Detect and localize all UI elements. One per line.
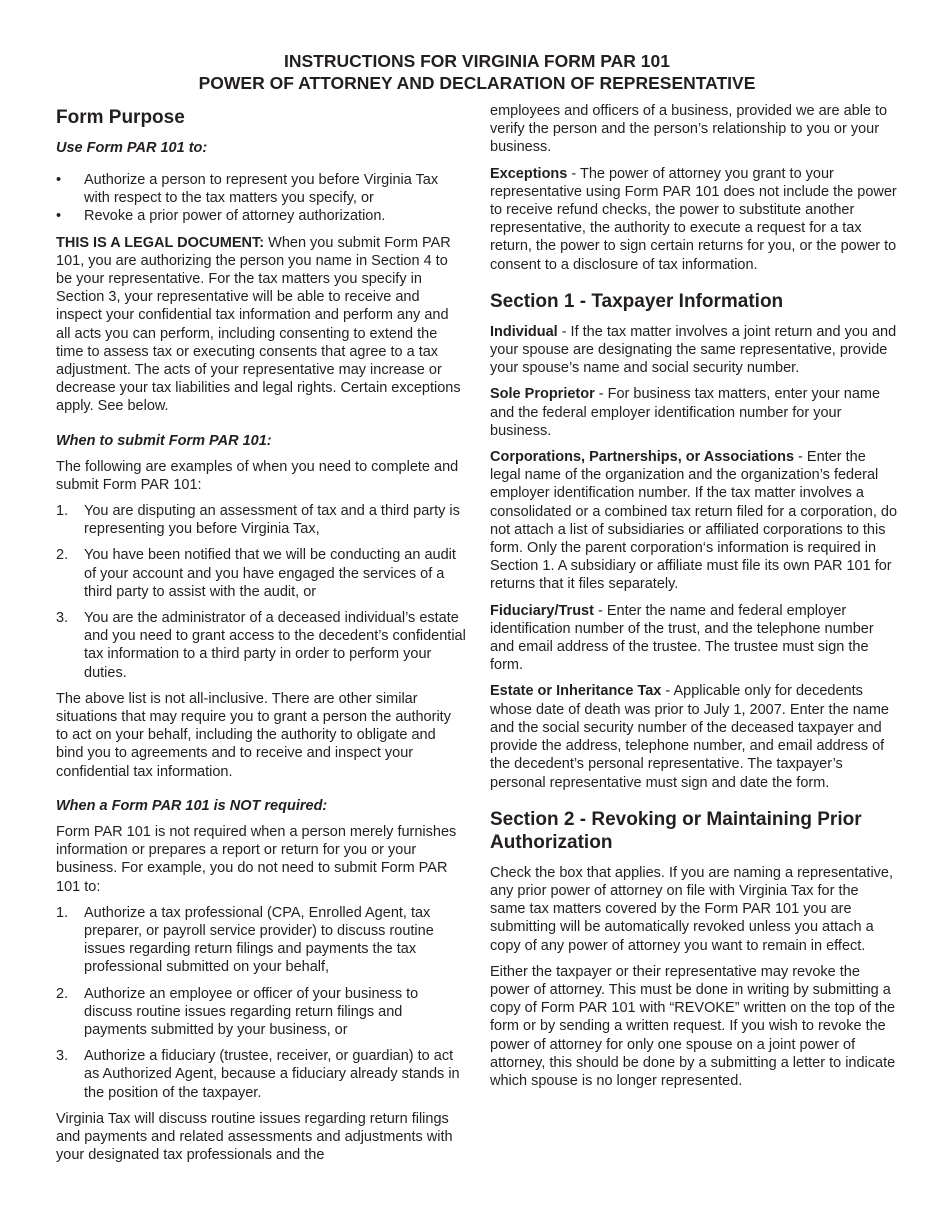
legal-document-lead: THIS IS A LEGAL DOCUMENT:	[56, 234, 265, 251]
when-to-submit-list	[56, 502, 466, 682]
paragraph-lead: Estate or Inheritance Tax	[490, 683, 662, 700]
closing-paragraph: Virginia Tax will discuss routine issues regarding return filings and payments and related assessments and adjustments with your designated tax professionals and the	[56, 1110, 453, 1164]
list-item	[56, 502, 466, 538]
sole-proprietor-paragraph	[490, 385, 898, 440]
left-column	[56, 106, 466, 1172]
bullet-marker: •	[56, 208, 62, 225]
title-line-1: INSTRUCTIONS FOR VIRGINIA FORM PAR 101	[284, 51, 670, 71]
purpose-bullet-list	[56, 171, 466, 226]
document-title	[56, 50, 898, 94]
list-item	[56, 546, 466, 601]
list-item	[56, 171, 466, 207]
item-number: 2.	[56, 985, 69, 1002]
item-number: 1.	[56, 503, 69, 520]
list-item	[56, 609, 466, 682]
estate-tax-paragraph	[490, 682, 898, 791]
fiduciary-trust-paragraph	[490, 602, 898, 675]
exceptions-lead: Exceptions	[490, 165, 568, 182]
item-text: You have been notified that we will be conducting an audit of your account and you have engaged the services of a third party to assist with the audit, or	[84, 547, 456, 600]
item-number: 1.	[56, 904, 69, 921]
bullet-text: Revoke a prior power of attorney authorization.	[84, 208, 386, 225]
paragraph-text: - If the tax matter involves a joint return and you and your spouse are designating the same representative, provide your spouse’s name and social security number.	[490, 323, 897, 377]
list-item	[56, 985, 466, 1040]
list-item	[56, 904, 466, 977]
section-2-paragraph: Either the taxpayer or their representative may revoke the power of attorney. This must be done in writing by submitting a copy of Form PAR 101 with “REVOKE” written on the top of the form or by sending a written request. If you wish to revoke the power of attorney for only one spouse on a joint power of attorney, this should be done by a submitting a letter to indicate which spouse is no longer represented.	[490, 963, 896, 1089]
section-2-paragraph: Check the box that applies. If you are naming a representative, any prior power of attorney on file with Virginia Tax for the same tax matters covered by the Form PAR 101 you are submitting will be automatically revoked unless you attach a copy of any power of attorney you want to remain in effect.	[490, 864, 894, 954]
corporations-paragraph	[490, 448, 898, 594]
paragraph-text: - Applicable only for decedents whose date of death was prior to July 1, 2007. Enter the name and the social security number of the deceased taxpayer and provide the address, telephone number, and email address of the decedent’s personal representative. The taxpayer’s personal representative must sign and date the form.	[490, 683, 889, 791]
item-number: 2.	[56, 547, 69, 564]
paragraph-text: - Enter the legal name of the organization and the organization’s federal employer identification number. If the tax matter involves a consolidated or a combined tax return filed for a corporation, do not attach a list of subsidiaries or affiliated corporations to this form. Only the parent corporation‘s information is required in Section 1. A subsidiary or affiliate must file its own PAR 101 for returns that it files separately.	[490, 449, 898, 593]
when-outro: The above list is not all-inclusive. There are other similar situations that may require you to grant a person the authority to act on your behalf, including the authority to obligate and bind you to agreements and to receive and inspect your confidential tax information.	[56, 690, 451, 780]
not-required-heading: When a Form PAR 101 is NOT required:	[56, 797, 328, 814]
paragraph-text: - For business tax matters, enter your name and the federal employer identification number for your business.	[490, 386, 881, 439]
item-text: Authorize an employee or officer of your business to discuss routine issues regarding return filings and payments submitted by your business, or	[84, 985, 419, 1038]
use-form-heading: Use Form PAR 101 to:	[56, 140, 208, 156]
paragraph-lead: Sole Proprietor	[490, 386, 595, 403]
list-item	[56, 207, 466, 225]
when-intro: The following are examples of when you need to complete and submit Form PAR 101:	[56, 458, 459, 493]
section-1-heading: Section 1 - Taxpayer Information	[490, 290, 784, 312]
item-text: Authorize a tax professional (CPA, Enrolled Agent, tax preparer, or payroll service provider) to discuss routine issues regarding return filings and payments the tax professional submitted on your behalf,	[84, 904, 434, 976]
item-text: Authorize a fiduciary (trustee, receiver, or guardian) to act as Authorized Agent, because a fiduciary already stands in the position of the taxpayer.	[84, 1048, 460, 1101]
paragraph-lead: Corporations, Partnerships, or Associations	[490, 449, 795, 466]
legal-document-paragraph	[56, 234, 466, 416]
paragraph-text: - Enter the name and federal employer identification number of the trust, and the telephone number and email address of the trustee. The trustee must sign the form.	[490, 602, 874, 674]
item-number: 3.	[56, 1048, 69, 1065]
bullet-marker: •	[56, 172, 62, 188]
item-text: You are disputing an assessment of tax and a third party is representing you before Virginia Tax,	[84, 503, 460, 538]
legal-document-text: When you submit Form PAR 101, you are authorizing the person you name in Section 4 to be your representative. For the tax matters you specify in Section 3, your representative will be able to receive and inspect your confidential tax information and perform any and all acts you can perform, including consenting to extend the time to assess tax or executing consents that agree to a tax adjustment. The acts of your representative may increase or decrease your tax liabilities and legal rights. Certain exceptions apply. See below.	[56, 234, 461, 415]
item-text: You are the administrator of a deceased individual’s estate and you need to grant access to the decedent’s confidential tax information to a third party in order to perform your duties.	[84, 610, 466, 681]
paragraph-lead: Fiduciary/Trust	[490, 602, 594, 619]
not-required-intro: Form PAR 101 is not required when a person merely furnishes information or prepares a report or return for you or your business. For example, you do not need to submit Form PAR 101 to:	[56, 823, 457, 895]
paragraph-lead: Individual	[490, 323, 558, 340]
right-column	[490, 102, 898, 1172]
not-required-list	[56, 904, 466, 1102]
continuation-paragraph: employees and officers of a business, provided we are able to verify the person and the person’s relationship to you or your business.	[490, 103, 888, 156]
title-line-2: POWER OF ATTORNEY AND DECLARATION OF REPRESENTATIVE	[198, 73, 756, 93]
form-purpose-heading: Form Purpose	[56, 107, 185, 128]
item-number: 3.	[56, 610, 69, 627]
bullet-text: Authorize a person to represent you before Virginia Tax with respect to the tax matters you specify, or	[84, 172, 439, 207]
exceptions-text: - The power of attorney you grant to your representative using Form PAR 101 does not include the power to receive refund checks, the power to substitute another representative, the authority to execute a request for a tax return, the power to sign certain returns for you, or the power to consent to a disclosure of tax information.	[490, 165, 897, 273]
section-2-heading: Section 2 - Revoking or Maintaining Prior Authorization	[490, 808, 862, 853]
list-item	[56, 1047, 466, 1102]
exceptions-paragraph	[490, 165, 898, 274]
when-to-submit-heading: When to submit Form PAR 101:	[56, 432, 272, 449]
individual-paragraph	[490, 323, 898, 378]
